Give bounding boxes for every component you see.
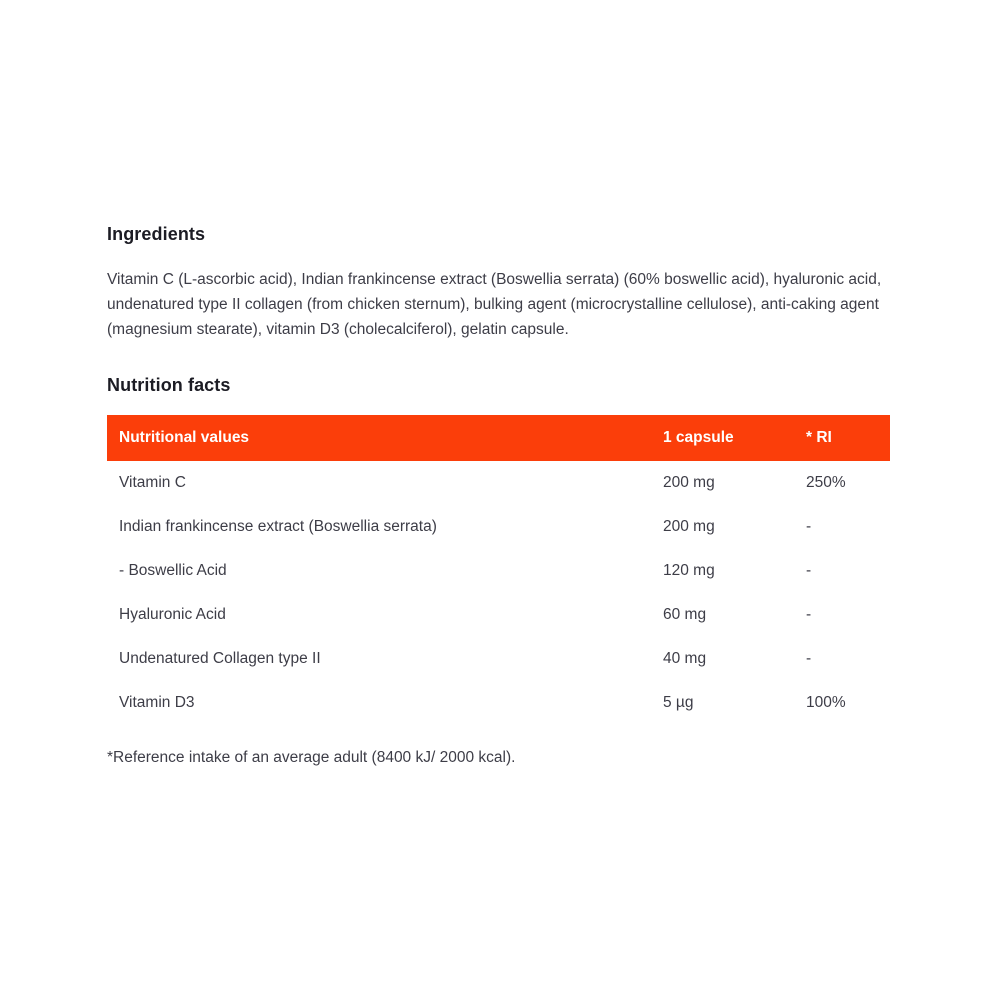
cell-ri: 100%: [806, 694, 846, 711]
header-cell-amount: 1 capsule: [663, 429, 734, 446]
cell-amount: 200 mg: [663, 518, 715, 535]
table-row: [107, 593, 890, 637]
nutrition-table-header-row: [107, 415, 890, 461]
ingredients-paragraph: Vitamin C (L-ascorbic acid), Indian frankincense extract (Boswellia serrata) (60% boswellic acid), hyaluronic acid, undenatured type II collagen (from chicken sternum), bulking agent (microcrystalline cellulose), anti-caking agent (magnesium stearate), vitamin D3 (cholecalciferol), gelatin capsule.: [107, 271, 882, 338]
cell-amount: 60 mg: [663, 606, 707, 623]
cell-ri: -: [806, 562, 812, 579]
cell-ri: 250%: [806, 474, 846, 491]
table-row: [107, 637, 890, 681]
reference-intake-footnote: *Reference intake of an average adult (8400 kJ/ 2000 kcal).: [107, 749, 516, 766]
nutrition-facts-heading: Nutrition facts: [107, 375, 231, 395]
nutrition-table: [107, 415, 890, 725]
product-info-section: [107, 224, 890, 769]
cell-nutrient-name: Indian frankincense extract (Boswellia serrata): [119, 518, 437, 535]
cell-ri: -: [806, 518, 812, 535]
cell-nutrient-name: - Boswellic Acid: [119, 562, 227, 579]
header-cell-nutritional-values: Nutritional values: [119, 429, 250, 446]
cell-amount: 40 mg: [663, 650, 707, 667]
cell-nutrient-name: Hyaluronic Acid: [119, 606, 226, 623]
cell-ri: -: [806, 606, 812, 623]
table-row: [107, 505, 890, 549]
table-row: [107, 549, 890, 593]
cell-amount: 5 µg: [663, 694, 694, 711]
table-row: [107, 681, 890, 725]
cell-ri: -: [806, 650, 812, 667]
cell-nutrient-name: Undenatured Collagen type II: [119, 650, 321, 667]
ingredients-heading: Ingredients: [107, 224, 206, 244]
cell-nutrient-name: Vitamin C: [119, 474, 186, 491]
table-row: [107, 461, 890, 505]
cell-nutrient-name: Vitamin D3: [119, 694, 195, 711]
cell-amount: 200 mg: [663, 474, 715, 491]
cell-amount: 120 mg: [663, 562, 715, 579]
header-cell-ri: * RI: [806, 429, 832, 446]
